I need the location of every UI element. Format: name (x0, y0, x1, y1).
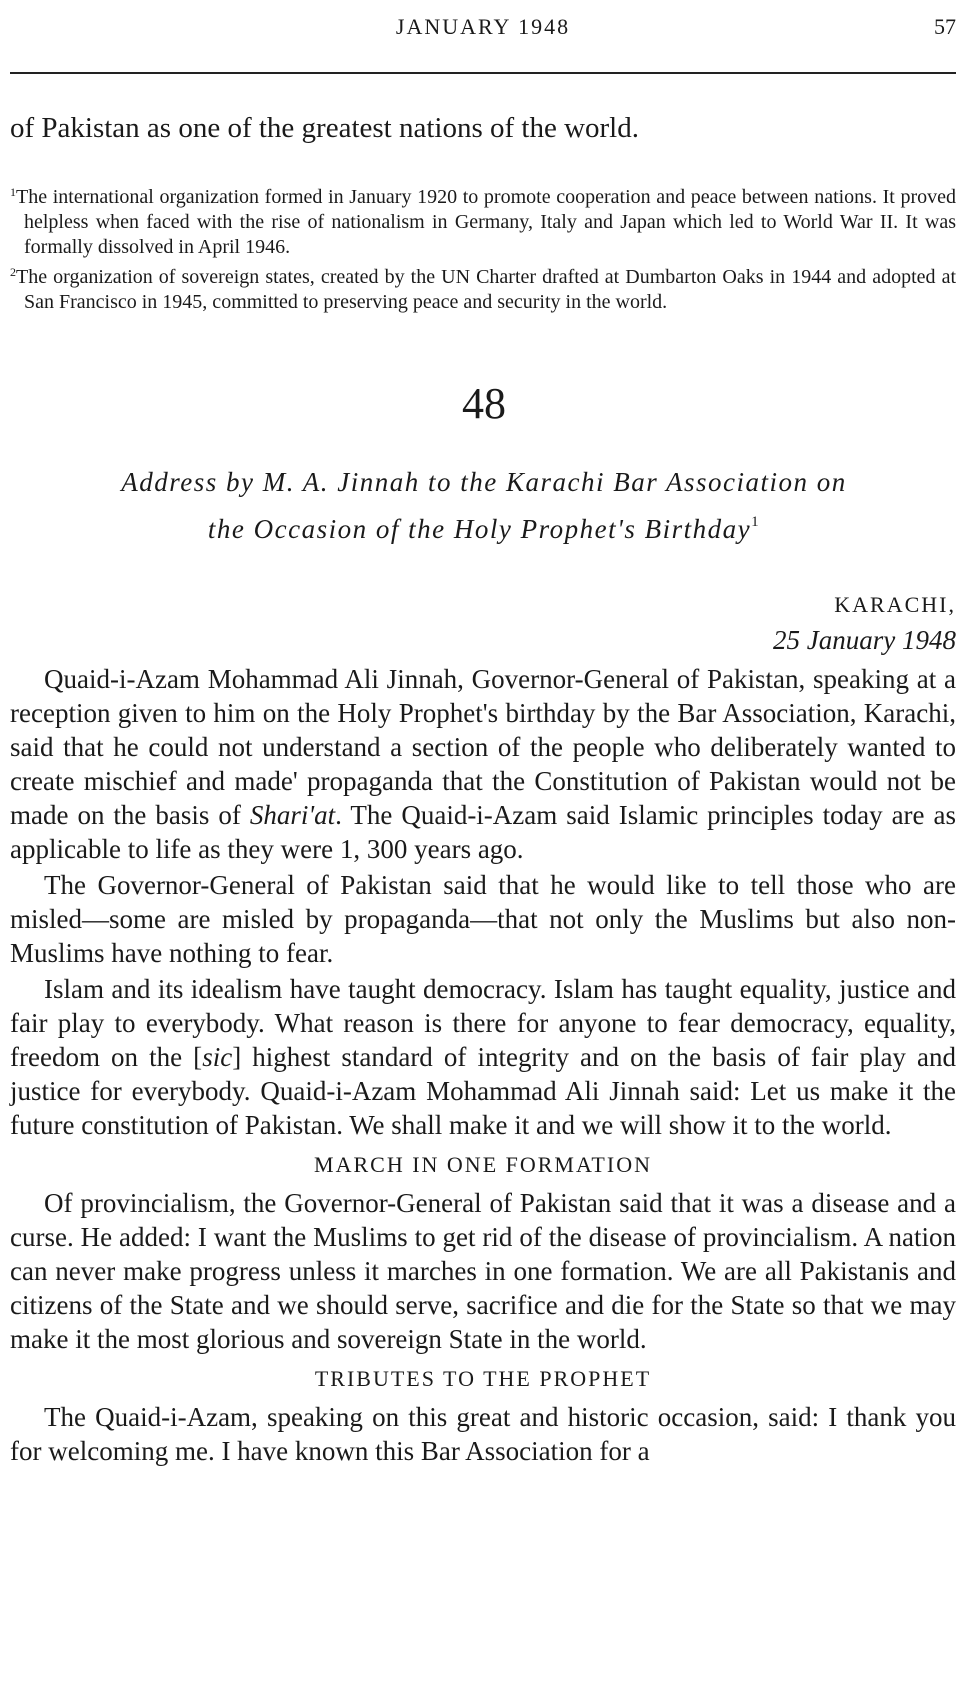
paragraph-text: ] highest standard of integrity and on the basis of fair play and justice for everybody. Quaid-i-Azam Mohammad Ali Jinnah said: Let us make it the future constitution of Pakistan. We shall make it and we will show it to the world. (10, 1042, 956, 1140)
footnote-marker: 1 (10, 185, 16, 199)
document-title (40, 462, 928, 549)
subheading-march: MARCH IN ONE FORMATION (314, 1152, 652, 1177)
page-number: 57 (934, 14, 956, 39)
paragraph-5: The Quaid-i-Azam, speaking on this great and historic occasion, said: I thank you for welcoming me. I have known this Bar Association for a (10, 1402, 956, 1466)
continuation-text: of Pakistan as one of the greatest nations of the world. (10, 112, 639, 144)
paragraph-text: . The Quaid-i-Azam said Islamic principles today are as applicable to life as they were 1, 300 years ago. (10, 800, 957, 864)
title-line-2 (40, 502, 928, 549)
footnote-1 (10, 180, 956, 260)
body-text (10, 662, 956, 1470)
title-footnote-marker: 1 (751, 514, 761, 530)
dateline (773, 588, 956, 658)
footnote-2 (10, 260, 956, 315)
paragraph-4: Of provincialism, the Governor-General of Pakistan said that it was a disease and a curse. He added: I want the Muslims to get rid of the disease of provincialism. A nation can never make progress unless it marches in one formation. We are all Pakistanis and citizens of the State and we should serve, sacrifice and die for the State so that we may make it the most glorious and sovereign State in the world. (10, 1188, 956, 1354)
paragraph-text: Quaid-i-Azam Mohammad Ali Jinnah, Governor-General of Pakistan, speaking at a reception given to him on the Holy Prophet's birthday by the Bar Association, Karachi, said that he could not understand a section of the people who deliberately wanted to create mischief and made' propaganda that the Constitution of Pakistan would not be made on the basis of (10, 664, 956, 830)
footnote-text: The organization of sovereign states, created by the UN Charter drafted at Dumbarton Oaks in 1944 and adopted at San Francisco in 1945, committed to preserving peace and security in the world. (16, 266, 956, 313)
paragraph-3 (10, 972, 956, 1142)
title-line-1: Address by M. A. Jinnah to the Karachi Bar Association on (121, 467, 847, 497)
dateline-date: 25 January 1948 (773, 625, 956, 655)
running-title: JANUARY 1948 (395, 14, 571, 39)
footnote-marker: 2 (10, 265, 16, 279)
document-number: 48 (462, 379, 506, 428)
dateline-place: KARACHI, (834, 592, 956, 617)
footnote-text: The international organization formed in January 1920 to promote cooperation and peace between nations. It proved helpless when faced with the rise of nationalism in Germany, Italy and Japan which led to World War II. It was formally dissolved in April 1946. (16, 186, 956, 258)
paragraph-1 (10, 662, 956, 866)
title-line-2-text: the Occasion of the Holy Prophet's Birthday (207, 514, 752, 544)
italic-term: sic (202, 1042, 233, 1072)
paragraph-2: The Governor-General of Pakistan said that he would like to tell those who are misled—some are misled by propaganda—that not only the Muslims but also non-Muslims have nothing to fear. (10, 870, 956, 968)
italic-term: Shari'at (249, 800, 336, 830)
page-header (10, 0, 956, 74)
footnotes (10, 180, 956, 315)
subheading-tributes: TRIBUTES TO THE PROPHET (314, 1366, 652, 1391)
paragraph-text: Islam and its idealism have taught democracy. Islam has taught equality, justice and fair play to everybody. What reason is there for anyone to fear democracy, equality, freedom on the [ (10, 974, 956, 1072)
